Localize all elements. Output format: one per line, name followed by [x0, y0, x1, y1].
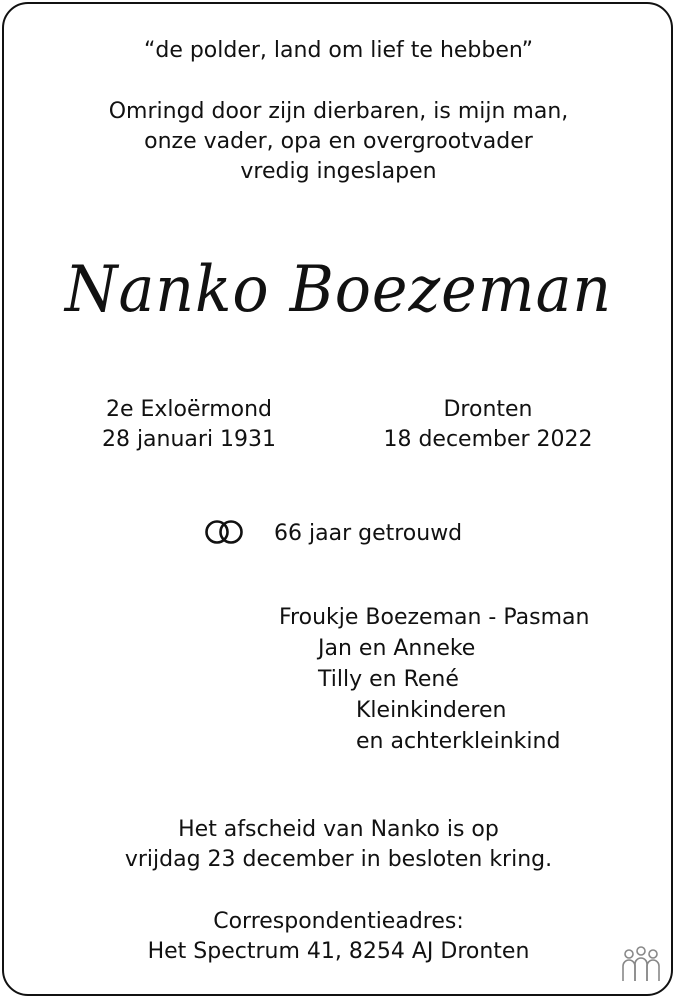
death-date: 18 december 2022	[383, 427, 593, 452]
announcement-line-2: onze vader, opa en overgrootvader	[144, 129, 533, 154]
family-member-child-2: Tilly en René	[318, 667, 459, 692]
family-great-grandchild: en achterkleinkind	[356, 729, 561, 754]
death-place: Dronten	[443, 397, 533, 422]
wedding-rings-icon	[203, 518, 247, 546]
family-grandchildren: Kleinkinderen	[356, 698, 507, 723]
correspondence-label: Correspondentieadres:	[213, 909, 464, 934]
birth-place: 2e Exloërmond	[105, 397, 272, 422]
quote-text: “de polder, land om lief te hebben”	[143, 38, 534, 63]
announcement-line-3: vredig ingeslapen	[240, 159, 437, 184]
announcement-line-1: Omringd door zijn dierbaren, is mijn man,	[108, 99, 569, 124]
deceased-name: Nanko Boezeman	[64, 253, 613, 327]
correspondence-address: Het Spectrum 41, 8254 AJ Dronten	[147, 939, 530, 964]
people-group-icon	[620, 945, 662, 987]
farewell-line-2: vrijdag 23 december in besloten kring.	[124, 847, 553, 872]
farewell-line-1: Het afscheid van Nanko is op	[178, 817, 499, 842]
family-member-child-1: Jan en Anneke	[318, 636, 476, 661]
family-member-spouse: Froukje Boezeman - Pasman	[279, 605, 590, 630]
marriage-text: 66 jaar getrouwd	[274, 521, 463, 546]
birth-date: 28 januari 1931	[101, 427, 277, 452]
